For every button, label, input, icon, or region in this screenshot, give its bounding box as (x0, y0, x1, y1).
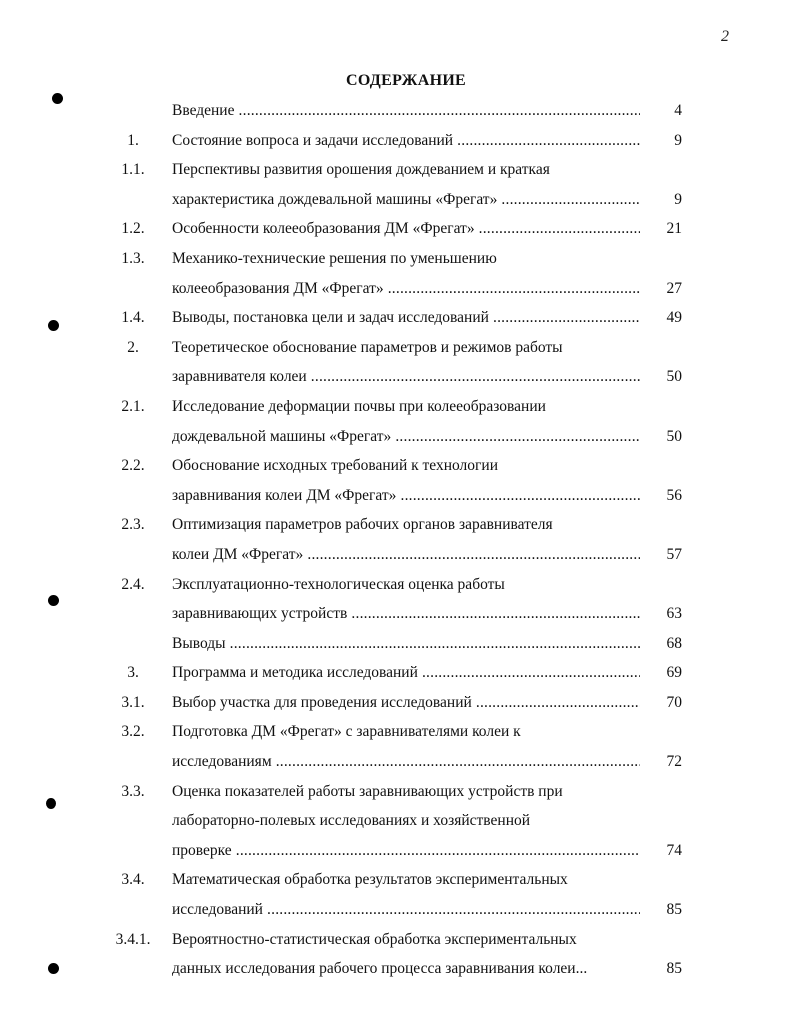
toc-page-number: 63 (666, 605, 682, 623)
toc-entry-title: Выводы, постановка цели и задач исследований ..... (172, 303, 640, 333)
toc-entry-title: Выбор участка для проведения исследований ..... (172, 688, 640, 718)
toc-entry-title: исследований ..... (172, 895, 640, 925)
toc-entry-title: Исследование деформации почвы при колееобразовании (172, 397, 546, 415)
toc-row (0, 570, 795, 600)
toc-section-number: 3.4.1. (115, 930, 151, 948)
toc-section-number: 2.1. (121, 397, 145, 415)
toc-row (0, 510, 795, 540)
toc-row (0, 185, 795, 215)
toc-section-number: 3.2. (121, 723, 145, 741)
toc-row (0, 126, 795, 156)
toc-entry-title: проверке ..... (172, 836, 640, 866)
toc-row (0, 96, 795, 126)
toc-page-number: 9 (674, 190, 682, 208)
toc-entry-title: Подготовка ДМ «Фрегат» с заравнивателями колеи к (172, 723, 521, 741)
toc-page-number: 27 (666, 279, 682, 297)
toc-page-number: 68 (666, 634, 682, 652)
toc-row (0, 392, 795, 422)
toc-section-number: 1. (127, 131, 139, 149)
toc-page-number: 85 (666, 901, 682, 919)
toc-row (0, 717, 795, 747)
toc-row (0, 777, 795, 807)
toc-page-number: 50 (666, 368, 682, 386)
toc-entry-title: дождевальной машины «Фрегат» ..... (172, 422, 640, 452)
toc-entry-title: Оптимизация параметров рабочих органов заравнивателя (172, 516, 553, 534)
toc-entry-title: Эксплуатационно-технологическая оценка работы (172, 575, 505, 593)
toc-page-number: 85 (666, 960, 682, 978)
toc-entry-title: Математическая обработка результатов экспериментальных (172, 871, 568, 889)
toc-page-number: 49 (666, 309, 682, 327)
toc-entry-title: Вероятностно-статистическая обработка экспериментальных (172, 930, 577, 948)
toc-entry-title: заравнивающих устройств ..... (172, 599, 640, 629)
toc-entry-title: характеристика дождевальной машины «Фрегат» ..... (172, 185, 640, 215)
toc-row (0, 954, 795, 984)
toc-row (0, 836, 795, 866)
toc-entry-title: Особенности колеeобразования ДМ «Фрегат» ..... (172, 214, 640, 244)
toc-entry-title: Программа и методика исследований ..... (172, 658, 640, 688)
toc-section-number: 1.2. (121, 220, 145, 238)
toc-entry-title: Теоретическое обоснование параметров и режимов работы (172, 338, 563, 356)
toc-row (0, 688, 795, 718)
toc-row (0, 658, 795, 688)
toc-section-number: 3.3. (121, 782, 145, 800)
toc-section-number: 1.3. (121, 249, 145, 267)
toc-section-number: 2. (127, 338, 139, 356)
toc-page-number: 50 (666, 427, 682, 445)
toc-row (0, 451, 795, 481)
toc-row (0, 747, 795, 777)
toc-entry-title: Механико-технические решения по уменьшению (172, 249, 497, 267)
toc-entry-title: Введение ..... (172, 96, 640, 126)
toc-entry-title: заравнивателя колеи ..... (172, 362, 640, 392)
toc-page-number: 56 (666, 486, 682, 504)
toc-row (0, 540, 795, 570)
page-number: 2 (721, 28, 729, 45)
toc-entry-title: данных исследования рабочего процесса заравнивания колеи... (172, 960, 588, 978)
toc-section-number: 2.4. (121, 575, 145, 593)
toc-page-number: 57 (666, 545, 682, 563)
toc-entry-title: заравнивания колеи ДМ «Фрегат» ..... (172, 481, 640, 511)
toc-row (0, 925, 795, 955)
toc-entry-title: Обоснование исходных требований к технологии (172, 457, 498, 475)
toc-entry-title: Состояние вопроса и задачи исследований ..... (172, 126, 640, 156)
toc-row (0, 214, 795, 244)
toc-section-number: 1.1. (121, 161, 145, 179)
toc-row (0, 895, 795, 925)
toc-section-number: 2.2. (121, 457, 145, 475)
toc-row (0, 422, 795, 452)
toc-row (0, 303, 795, 333)
toc-row (0, 599, 795, 629)
toc-row (0, 629, 795, 659)
toc-entry-title: лабораторно-полевых исследованиях и хозяйственной (172, 812, 531, 830)
toc-page-number: 21 (666, 220, 682, 238)
page-title: СОДЕРЖАНИЕ (346, 72, 467, 89)
toc-section-number: 3. (127, 664, 139, 682)
toc-row (0, 481, 795, 511)
toc-entry-title: колееобразования ДМ «Фрегат» ..... (172, 274, 640, 304)
toc-section-number: 1.4. (121, 309, 145, 327)
toc-section-number: 3.1. (121, 693, 145, 711)
toc-page-number: 69 (666, 664, 682, 682)
toc-page-number: 4 (674, 102, 682, 119)
toc-row (0, 244, 795, 274)
toc-row (0, 806, 795, 836)
toc-section-number: 2.3. (121, 516, 145, 534)
toc-entry-title: Оценка показателей работы заравнивающих устройств при (172, 782, 563, 800)
toc-row (0, 333, 795, 363)
toc-entry-title: Перспективы развития орошения дождеванием и краткая (172, 161, 550, 179)
toc-section-number: 3.4. (121, 871, 145, 889)
toc-page-number: 74 (666, 841, 682, 859)
toc-row (0, 155, 795, 185)
table-of-contents (0, 96, 795, 984)
toc-entry-title: исследованиям ..... (172, 747, 640, 777)
toc-row (0, 865, 795, 895)
toc-page-number: 70 (666, 693, 682, 711)
toc-page-number: 72 (666, 753, 682, 771)
toc-page-number: 9 (674, 131, 682, 149)
toc-entry-title: Выводы ..... (172, 629, 640, 659)
toc-row (0, 362, 795, 392)
toc-row (0, 274, 795, 304)
toc-entry-title: колеи ДМ «Фрегат» ..... (172, 540, 640, 570)
